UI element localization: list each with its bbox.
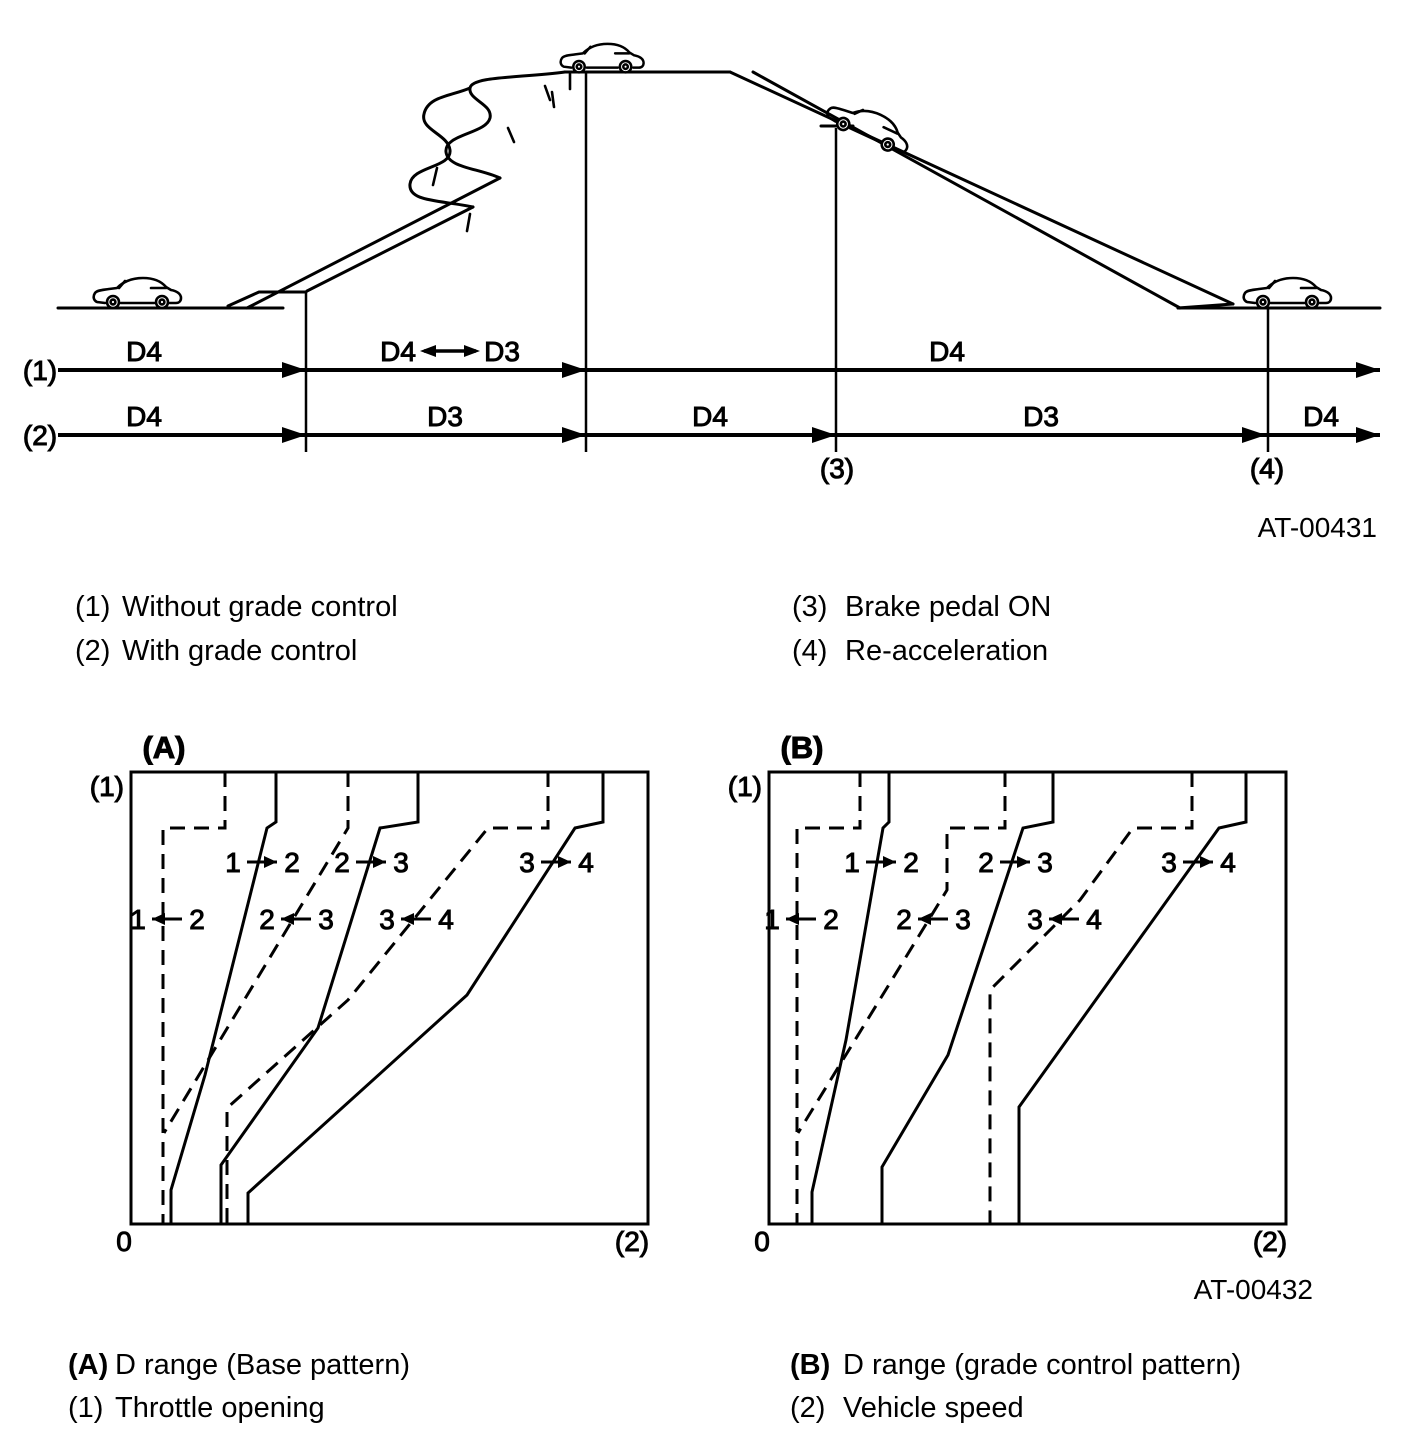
shift-arrowhead-icon [1049, 913, 1062, 925]
cliff-hatch-ticks [433, 74, 570, 231]
shift-gear-digit: 3 [379, 904, 395, 935]
shift-label-3-from-4 [1027, 904, 1102, 935]
shift-arrowhead-icon [1017, 856, 1030, 868]
shift-gear-digit: 1 [225, 847, 241, 878]
shift-gear-digit: 4 [1086, 904, 1102, 935]
shift-label-1-to-2 [844, 847, 919, 878]
right-arrowhead-icon [464, 345, 480, 357]
shift-line-downshift-2-to-1-dashed [163, 772, 225, 1224]
shift-gear-digit: 1 [764, 904, 780, 935]
event-marker-label: (4) [1249, 453, 1285, 484]
shift-label-2-from-3 [896, 904, 971, 935]
gear-range-label: D4 [692, 401, 728, 432]
shift-line-downshift-4-to-3-dashed [227, 772, 548, 1224]
event-marker-label: (3) [819, 453, 855, 484]
shift-gear-digit: 3 [393, 847, 409, 878]
shift-line-downshift-3-to-2-dashed [164, 772, 348, 1133]
shift-arrowhead-icon [558, 856, 571, 868]
switchback-road-edge-2 [410, 88, 473, 207]
shift-label-3-to-4 [519, 847, 594, 878]
shift-line-upshift-2-to-3-solid [221, 772, 418, 1224]
chart-frame [769, 772, 1286, 1224]
shift-label-2-from-3 [259, 904, 334, 935]
shift-gear-digit: 3 [519, 847, 535, 878]
timeline-arrowhead-icon [282, 427, 306, 443]
shift-gear-digit: 2 [978, 847, 994, 878]
gear-range-label: D4 [126, 336, 162, 367]
legend-item-with-grade-control [75, 636, 357, 666]
origin-label: 0 [116, 1226, 132, 1257]
car-hilltop [561, 44, 644, 73]
chart-panel-title: (B) [780, 730, 824, 765]
shift-arrowhead-icon [264, 856, 277, 868]
timeline-arrowhead-icon [1356, 427, 1380, 443]
legend-text: D range (grade control pattern) [843, 1349, 1242, 1381]
hill-artwork [58, 44, 1380, 308]
downhill-road-lower-edge [753, 72, 1180, 308]
legend-item-vehicle-speed [790, 1393, 1024, 1423]
shift-gear-digit: 2 [903, 847, 919, 878]
legend-item-re-acceleration [792, 636, 1048, 666]
legend-text: Without grade control [122, 591, 398, 623]
legend-num: (1) [68, 1392, 104, 1424]
timeline-arrowhead-icon [1356, 362, 1380, 378]
shift-arrowhead-icon [1200, 856, 1213, 868]
chart-frame [131, 772, 648, 1224]
legend-item-without-grade-control [75, 592, 398, 622]
timeline-row-2 [23, 401, 1380, 451]
gear-range-label: D3 [484, 336, 520, 367]
origin-label: 0 [754, 1226, 770, 1257]
shift-arrowhead-icon [152, 913, 165, 925]
x-axis-label: (2) [614, 1226, 650, 1257]
shift-gear-digit: 2 [259, 904, 275, 935]
shift-gear-digit: 2 [189, 904, 205, 935]
legend-text: Throttle opening [115, 1392, 325, 1424]
legend-num: (4) [792, 635, 828, 667]
shift-gear-digit: 2 [284, 847, 300, 878]
left-arrowhead-icon [420, 345, 436, 357]
shift-line-upshift-2-to-3-solid [882, 772, 1053, 1224]
shift-arrowhead-icon [401, 913, 414, 925]
timeline-arrowhead-icon [562, 362, 586, 378]
shift-gear-digit: 2 [896, 904, 912, 935]
shift-arrowhead-icon [786, 913, 799, 925]
shift-line-downshift-2-to-1-dashed [797, 772, 860, 1224]
legend-num: (2) [75, 635, 111, 667]
timeline-row-1 [23, 336, 1380, 386]
shift-gear-digit: 2 [334, 847, 350, 878]
shift-label-1-from-2 [764, 904, 839, 935]
shift-gear-digit: 3 [1161, 847, 1177, 878]
shift-line-upshift-1-to-2-solid [812, 772, 889, 1224]
legend-item-throttle-opening [68, 1393, 325, 1423]
timeline-arrowhead-icon [812, 427, 836, 443]
shift-gear-digit: 4 [578, 847, 594, 878]
gear-range-label: D4 [929, 336, 965, 367]
shift-arrowhead-icon [281, 913, 294, 925]
legend-num: (A) [68, 1349, 109, 1381]
shift-line-upshift-3-to-4-solid [1019, 772, 1246, 1224]
shift-line-downshift-3-to-2-dashed [798, 772, 1005, 1133]
downhill-road-upper-edge [730, 72, 1233, 304]
shift-gear-digit: 1 [844, 847, 860, 878]
shift-gear-digit: 4 [438, 904, 454, 935]
timeline-row-label: (2) [22, 420, 58, 451]
legend-num: (B) [790, 1349, 831, 1381]
gear-range-label: D3 [427, 401, 463, 432]
timeline-arrowhead-icon [1242, 427, 1266, 443]
shift-line-upshift-1-to-2-solid [171, 772, 276, 1224]
figure-code-bottom: AT-00432 [1193, 1274, 1313, 1305]
shift-line-upshift-3-to-4-solid [248, 772, 603, 1224]
y-axis-label: (1) [89, 771, 124, 802]
shift-gear-digit: 2 [823, 904, 839, 935]
shift-pattern-charts [90, 730, 1287, 1257]
shift-gear-digit: 4 [1220, 847, 1236, 878]
shift-label-3-to-4 [1161, 847, 1236, 878]
shift-gear-digit: 3 [955, 904, 971, 935]
legend-text: D range (Base pattern) [115, 1349, 410, 1381]
shift-chart-a [90, 730, 649, 1257]
gear-range-label: D3 [1023, 401, 1059, 432]
timeline-row-label: (1) [22, 355, 58, 386]
gear-range-label: D4 [380, 336, 416, 367]
legend-num: (2) [790, 1392, 826, 1424]
legend-num: (1) [75, 591, 111, 623]
legend-text: With grade control [122, 635, 358, 667]
legend-item-panel-b [790, 1350, 1241, 1380]
timeline-arrowhead-icon [282, 362, 306, 378]
switchback-road-edge-1 [446, 72, 565, 178]
timeline-arrowhead-icon [562, 427, 586, 443]
legend-item-brake-pedal-on [792, 592, 1051, 622]
uphill-road-upper-edge [307, 207, 473, 291]
shift-gear-digit: 3 [1037, 847, 1053, 878]
shift-arrowhead-icon [918, 913, 931, 925]
car-right-flat [1244, 278, 1331, 308]
legend-num: (3) [792, 591, 828, 623]
gear-range-label: D4 [126, 401, 162, 432]
shift-chart-b [728, 730, 1287, 1257]
legend-text: Re-acceleration [845, 635, 1049, 667]
figure-code-top: AT-00431 [1257, 512, 1377, 543]
uphill-road-lower-edge [247, 178, 500, 308]
shift-arrowhead-icon [883, 856, 896, 868]
y-axis-label: (1) [727, 771, 762, 802]
gear-range-label: D4 [1303, 401, 1339, 432]
shift-label-3-from-4 [379, 904, 454, 935]
x-axis-label: (2) [1252, 1226, 1288, 1257]
shift-arrowhead-icon [373, 856, 386, 868]
shift-gear-digit: 3 [318, 904, 334, 935]
legend-text: Brake pedal ON [845, 591, 1052, 623]
shift-label-1-from-2 [130, 904, 205, 935]
car-left-flat [94, 278, 181, 308]
shift-gear-digit: 3 [1027, 904, 1043, 935]
legend-text: Vehicle speed [843, 1392, 1024, 1424]
shift-gear-digit: 1 [130, 904, 146, 935]
legend-item-panel-a [68, 1350, 410, 1380]
chart-panel-title: (A) [142, 730, 186, 765]
